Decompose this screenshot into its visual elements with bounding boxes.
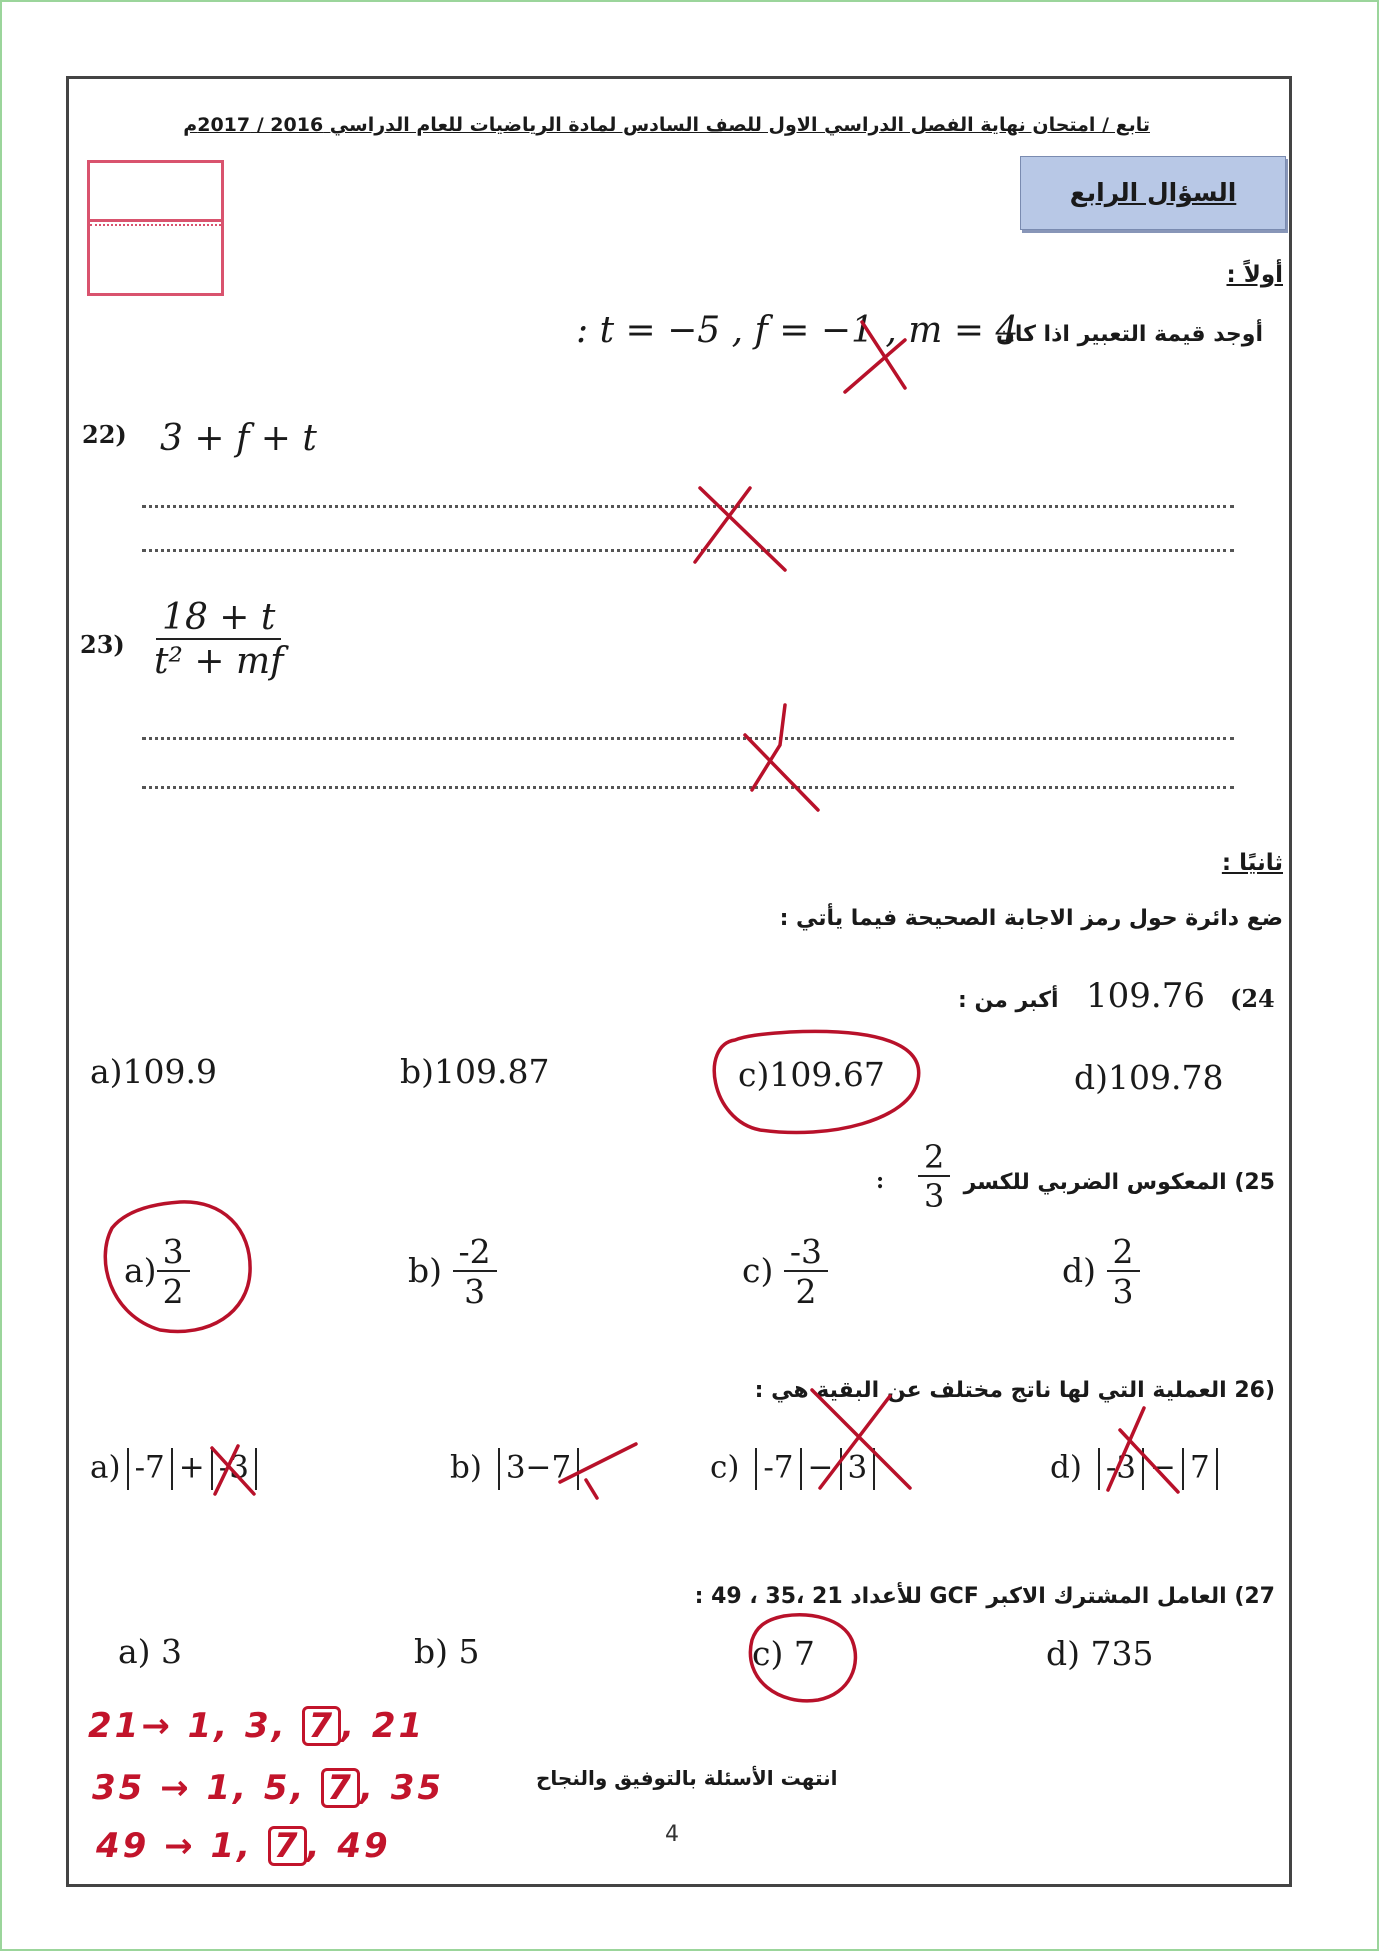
hw-text: , 35 [359, 1768, 445, 1808]
hw-text: , 49 [306, 1826, 391, 1866]
q24-value: 109.76 [1086, 976, 1205, 1016]
q27-option-b[interactable]: b) 5 [414, 1632, 480, 1671]
q26-text [755, 1378, 1275, 1403]
q25-option-c[interactable] [742, 1234, 828, 1312]
hw-text: 49 → 1, [96, 1826, 268, 1866]
option-right: 7 [551, 1449, 572, 1486]
hw-boxed: 7 [268, 1826, 307, 1866]
option-left: -7 [134, 1449, 165, 1486]
q25-option-d[interactable] [1062, 1234, 1140, 1312]
handwriting-line-2 [92, 1768, 444, 1808]
option-label: a) [124, 1250, 157, 1290]
hw-text: 21→ 1, 3, [88, 1706, 303, 1746]
q25-frac-den: 3 [924, 1177, 945, 1216]
option-op: − [525, 1449, 552, 1486]
option-op: − [807, 1449, 834, 1486]
q22-number: 22) [82, 420, 127, 449]
option-left: 3 [505, 1449, 526, 1486]
q23-denominator: t² + mf [154, 640, 284, 682]
q24-option-d[interactable]: d)109.78 [1074, 1058, 1224, 1097]
option-num: -2 [453, 1234, 497, 1272]
q27-option-c[interactable]: c) 7 [752, 1634, 815, 1673]
q23-number: 23) [80, 630, 125, 659]
option-label: b) [408, 1250, 442, 1290]
q26-option-d[interactable] [1050, 1448, 1224, 1490]
q26-option-c[interactable] [710, 1448, 881, 1490]
option-label: b) [450, 1449, 482, 1486]
q22-expression: 3 + f + t [160, 418, 317, 459]
hw-text: , 21 [341, 1706, 426, 1746]
option-right: -3 [218, 1449, 249, 1486]
part1-heading: أولاً : [1226, 262, 1283, 288]
q27-text [695, 1584, 1275, 1609]
given-values: : t = −5 , f = −1 , m = 4 [576, 310, 1019, 351]
q25-option-a[interactable] [124, 1234, 190, 1312]
q24-option-b[interactable]: b)109.87 [400, 1052, 550, 1091]
option-num: 2 [1107, 1234, 1140, 1272]
score-box [87, 160, 224, 296]
q26-label: العملية التي لها ناتج مختلف عن البقية هي : [754, 1378, 1227, 1403]
part2-instruction: ضع دائرة حول رمز الاجابة الصحيحة فيما يأتي : [779, 906, 1283, 931]
option-op: − [1150, 1449, 1176, 1486]
q25-frac-num: 2 [918, 1140, 950, 1177]
handwriting-line-1 [88, 1706, 425, 1746]
q27-option-a[interactable]: a) 3 [118, 1632, 183, 1671]
q27-number: 27) [1234, 1584, 1275, 1609]
option-label: d) [1062, 1250, 1096, 1290]
option-den: 3 [1112, 1272, 1134, 1312]
answer-line [142, 549, 1234, 552]
handwriting-line-3 [96, 1826, 391, 1866]
q25-colon: : [876, 1168, 885, 1194]
option-right: 7 [1190, 1449, 1210, 1486]
q25-option-b[interactable] [408, 1234, 497, 1312]
q23-fraction [148, 598, 289, 683]
option-label: d) [1050, 1449, 1082, 1486]
q24-option-a[interactable]: a)109.9 [90, 1052, 218, 1091]
option-left: -3 [1105, 1449, 1137, 1486]
option-label: a) [90, 1449, 121, 1486]
page-number: 4 [665, 1822, 679, 1847]
q25-number: 25) [1234, 1170, 1275, 1195]
q24-option-c[interactable]: c)109.67 [738, 1055, 885, 1094]
option-den: 3 [464, 1272, 486, 1312]
answer-line [142, 737, 1234, 740]
answer-line [142, 505, 1234, 508]
q24-text: أكبر من : [958, 988, 1059, 1013]
option-den: 2 [162, 1272, 184, 1312]
option-label: c) [710, 1449, 740, 1486]
exam-header: تابع / امتحان نهاية الفصل الدراسي الاول للصف السادس لمادة الرياضيات للعام الدراسي 2016 / 2017م [183, 114, 1150, 136]
q25-label: المعكوس الضربي للكسر [963, 1170, 1227, 1195]
part2-heading: ثانيًا : [1221, 850, 1283, 876]
answer-line [142, 786, 1234, 789]
question-title: السؤال الرابع [1020, 156, 1286, 230]
part1-instruction: أوجد قيمة التعبير اذا كان [996, 322, 1263, 347]
option-num: -3 [784, 1234, 828, 1272]
q25-text [964, 1170, 1275, 1195]
hw-boxed: 7 [321, 1768, 360, 1808]
hw-text: 35 → 1, 5, [92, 1768, 322, 1808]
footer-end-text: انتهت الأسئلة بالتوفيق والنجاح [536, 1766, 838, 1790]
q25-fraction [918, 1140, 950, 1216]
option-num: 3 [157, 1234, 190, 1272]
option-den: 2 [795, 1272, 817, 1312]
q26-number: (26 [1234, 1378, 1275, 1403]
option-op: + [178, 1449, 205, 1486]
q27-option-d[interactable]: d) 735 [1046, 1634, 1154, 1673]
q23-numerator: 18 + t [156, 598, 281, 640]
option-right: 3 [847, 1449, 868, 1486]
option-left: -7 [763, 1449, 794, 1486]
q27-label: العامل المشترك الاكبر GCF للأعداد 21 ،35 ، 49 : [694, 1584, 1227, 1609]
q26-option-a[interactable] [90, 1448, 263, 1490]
q24-number: (24 [1230, 984, 1275, 1013]
option-label: c) [742, 1250, 774, 1290]
hw-boxed: 7 [302, 1706, 341, 1746]
q26-option-b[interactable] [450, 1448, 585, 1490]
